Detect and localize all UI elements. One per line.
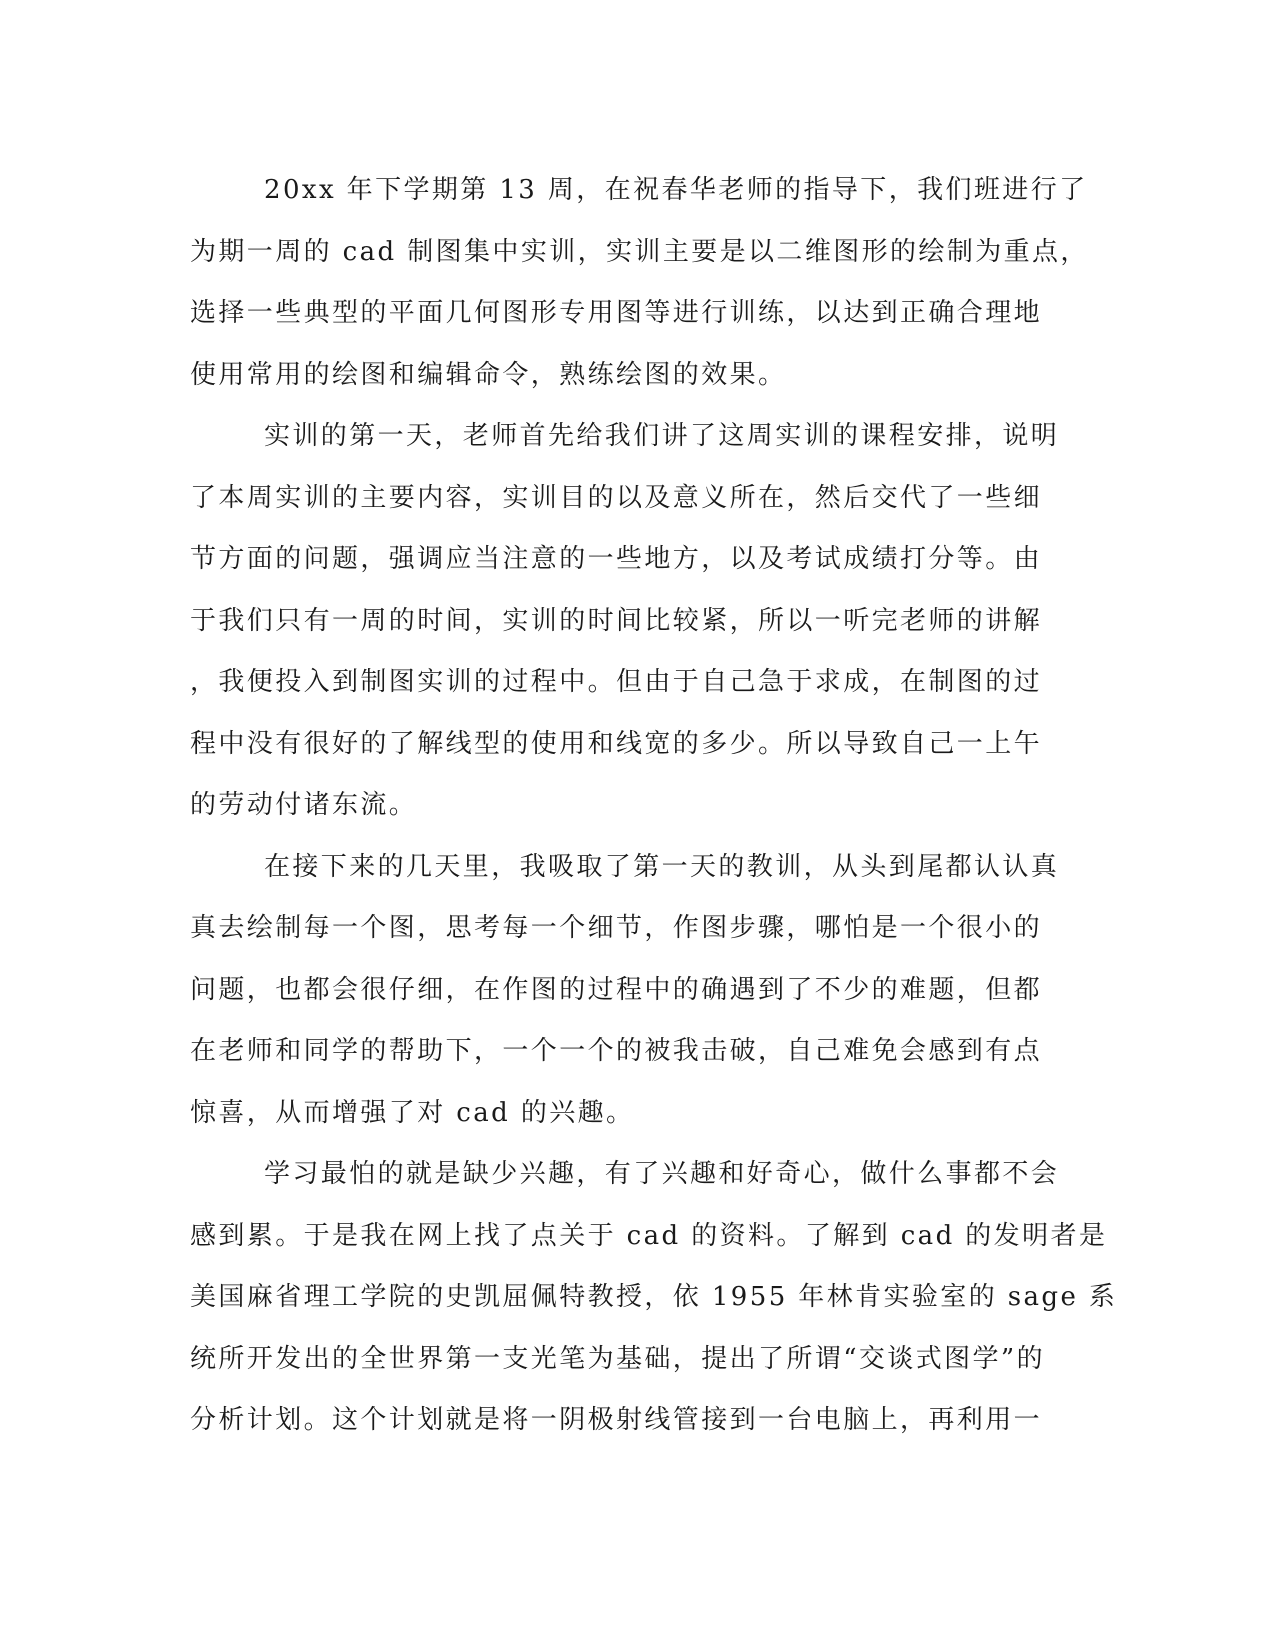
text-line: 感到累。于是我在网上找了点关于 cad 的资料。了解到 cad 的发明者是	[190, 1220, 1108, 1251]
text-line: ，我便投入到制图实训的过程中。但由于自己急于求成，在制图的过	[190, 667, 1043, 697]
text-line: 的劳动付诸东流。	[190, 790, 418, 820]
text-line: 选择一些典型的平面几何图形专用图等进行训练，以达到正确合理地	[190, 298, 1043, 328]
text-line: 于我们只有一周的时间，实训的时间比较紧，所以一听完老师的讲解	[190, 605, 1043, 636]
paragraph-1	[190, 160, 1090, 406]
text-line: 统所开发出的全世界第一支光笔为基础，提出了所谓“交谈式图学”的	[190, 1343, 1045, 1374]
text-line: 惊喜，从而增强了对 cad 的兴趣。	[190, 1097, 635, 1128]
text-line: 学习最怕的就是缺少兴趣，有了兴趣和好奇心，做什么事都不会	[264, 1159, 1060, 1189]
text-line: 美国麻省理工学院的史凯屈佩特教授，依 1955 年林肯实验室的 sage 系	[190, 1282, 1118, 1312]
paragraph-4	[190, 1144, 1118, 1452]
text-line: 在老师和同学的帮助下，一个一个的被我击破，自己难免会感到有点	[190, 1036, 1043, 1066]
text-line: 20xx 年下学期第 13 周，在祝春华老师的指导下，我们班进行了	[264, 175, 1088, 205]
text-line: 分析计划。这个计划就是将一阴极射线管接到一台电脑上，再利用一	[190, 1405, 1043, 1435]
text-line: 使用常用的绘图和编辑命令，熟练绘图的效果。	[190, 359, 787, 390]
body-text	[190, 160, 1118, 1452]
text-line: 真去绘制每一个图，思考每一个细节，作图步骤，哪怕是一个很小的	[190, 913, 1043, 943]
paragraph-2	[190, 406, 1090, 837]
paragraph-3	[190, 837, 1090, 1145]
text-line: 为期一周的 cad 制图集中实训，实训主要是以二维图形的绘制为重点，	[190, 236, 1089, 267]
text-line: 在接下来的几天里，我吸取了第一天的教训，从头到尾都认认真	[264, 851, 1060, 882]
text-line: 问题，也都会很仔细，在作图的过程中的确遇到了不少的难题，但都	[190, 974, 1043, 1005]
text-line: 节方面的问题，强调应当注意的一些地方，以及考试成绩打分等。由	[190, 544, 1043, 574]
text-line: 实训的第一天，老师首先给我们讲了这周实训的课程安排，说明	[264, 421, 1060, 451]
text-line: 了本周实训的主要内容，实训目的以及意义所在，然后交代了一些细	[190, 482, 1043, 513]
text-line: 程中没有很好的了解线型的使用和线宽的多少。所以导致自己一上午	[190, 728, 1043, 759]
